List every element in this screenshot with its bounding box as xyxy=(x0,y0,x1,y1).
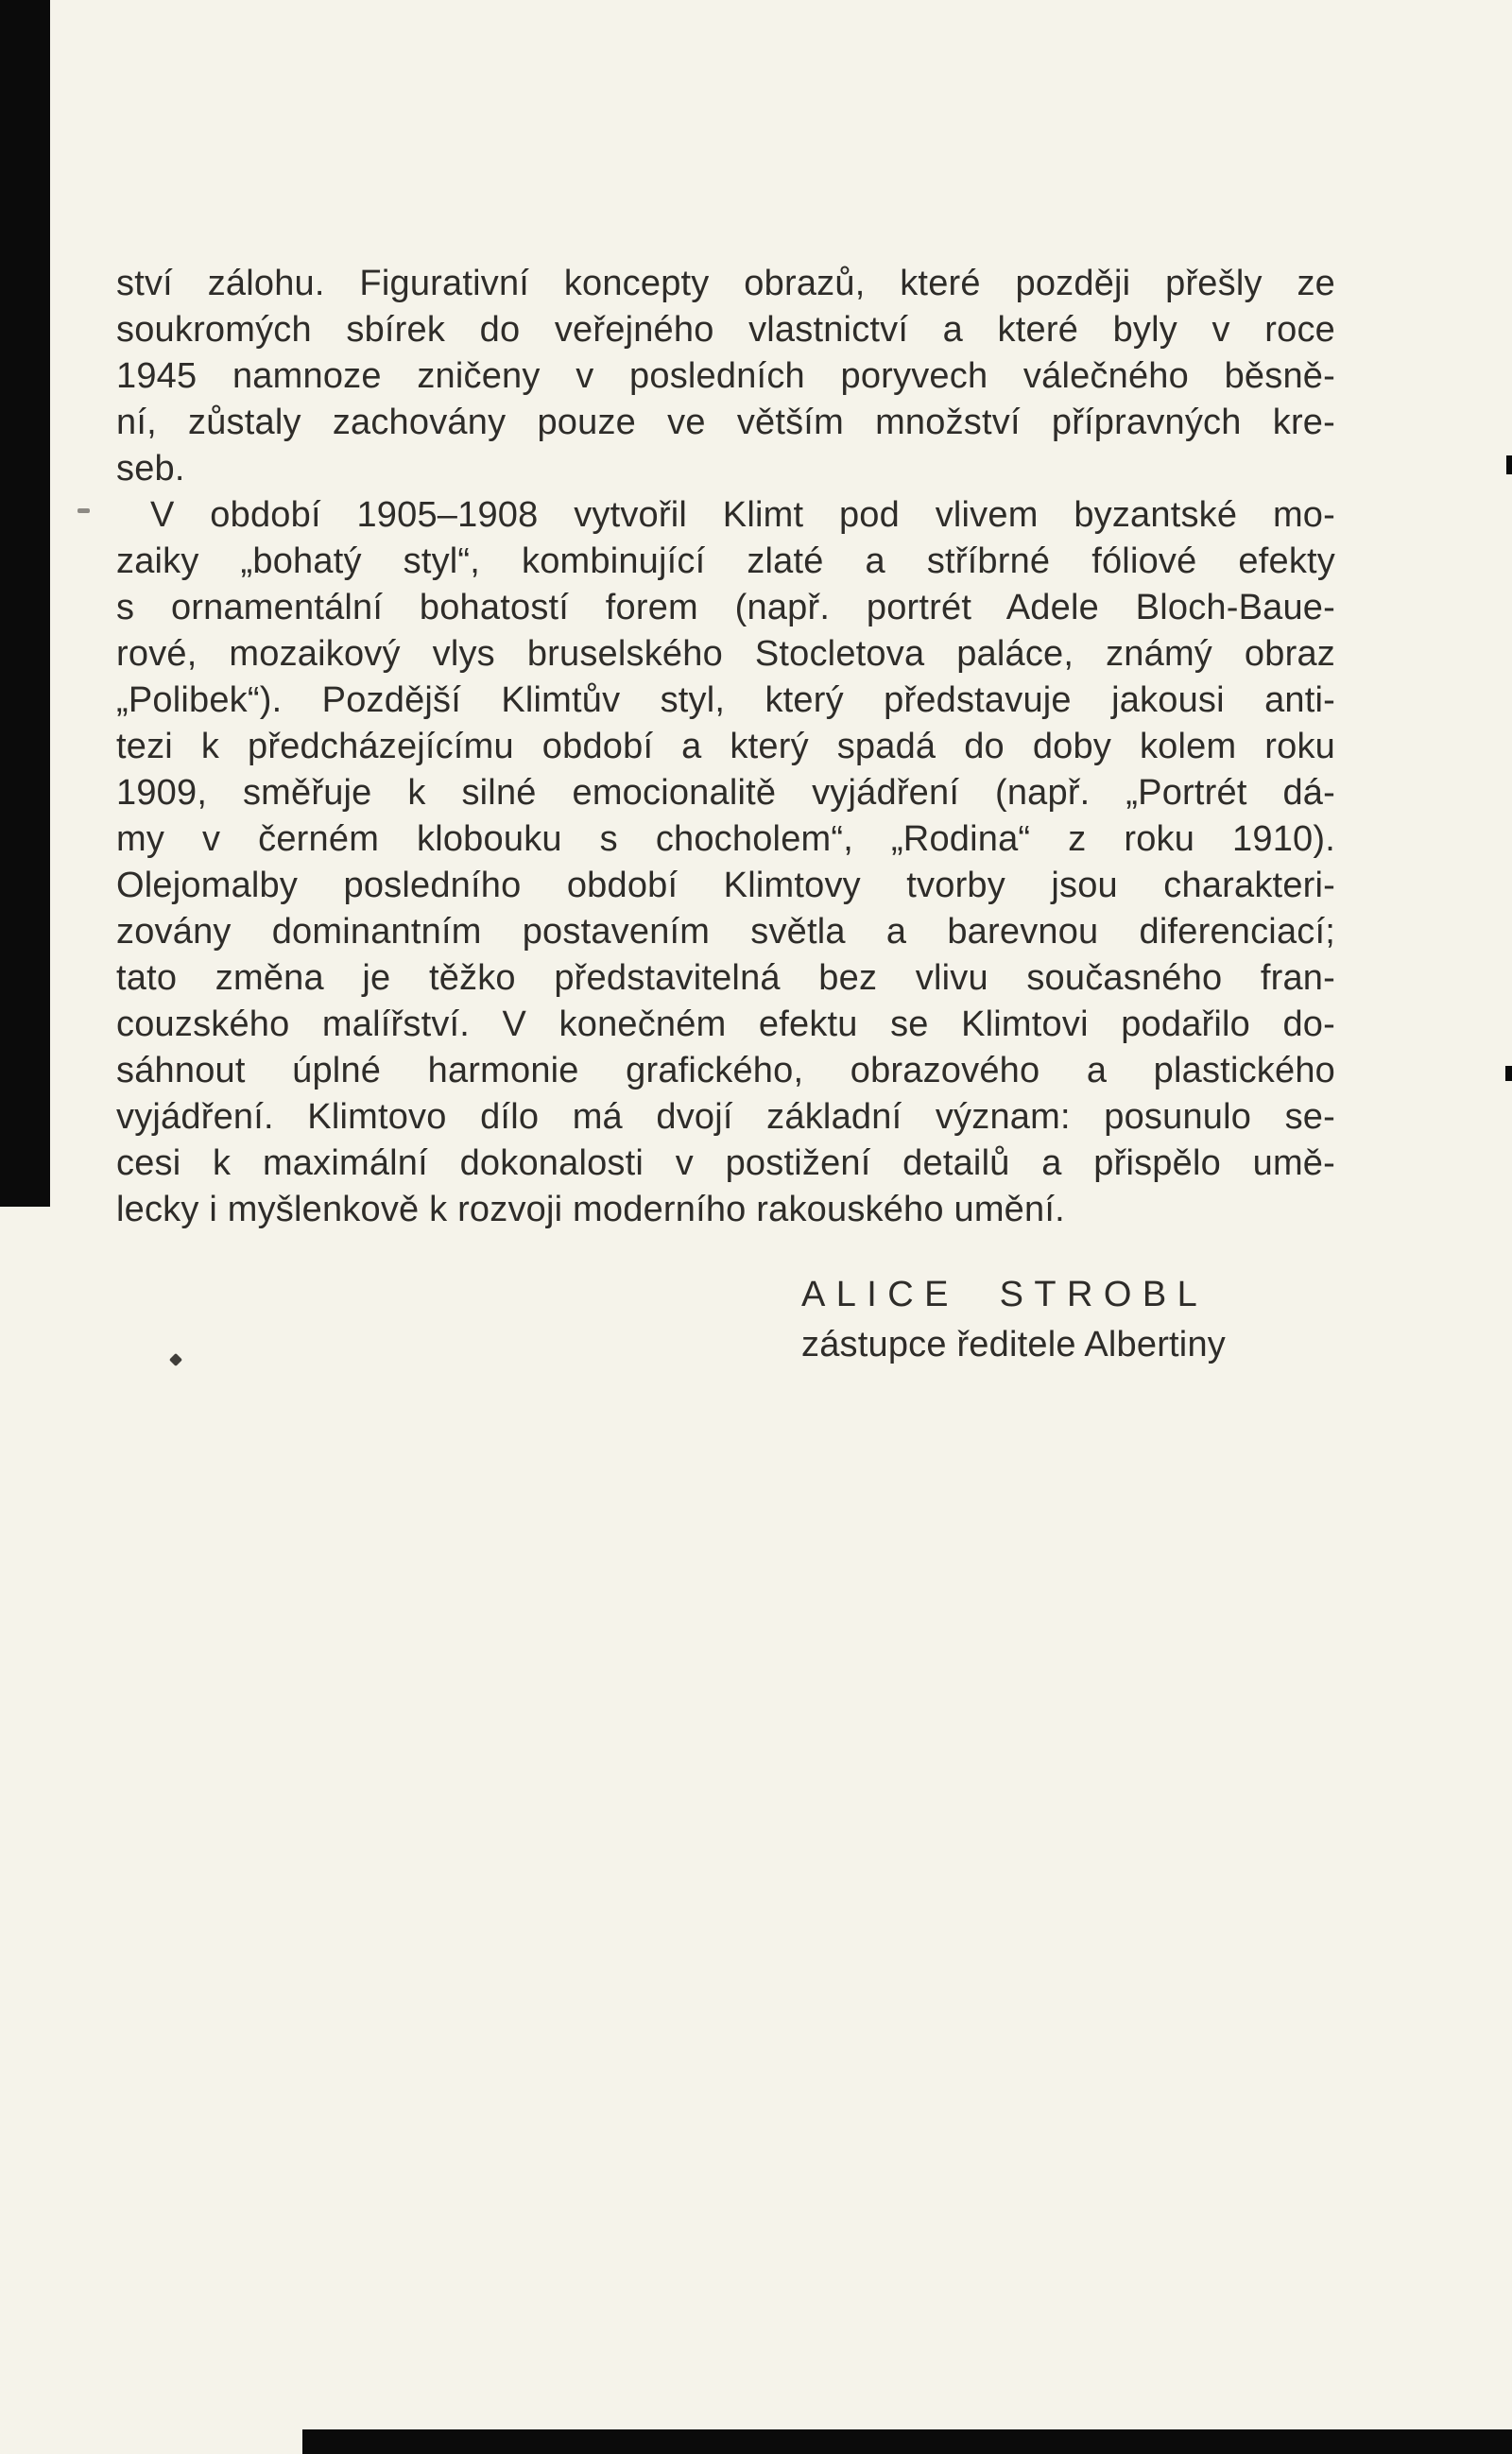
text-line: zovány dominantním postavením světla a barevnou diferenciací; xyxy=(116,912,1335,952)
text-line: cesi k maximální dokonalosti v postižení detailů a přispělo umě- xyxy=(116,1143,1335,1183)
paragraph xyxy=(116,261,1335,492)
text-line: seb. xyxy=(116,449,185,489)
text-line: soukromých sbírek do veřejného vlastnictví a které byly v roce xyxy=(116,310,1335,350)
scan-bottom-bar xyxy=(302,2429,1512,2454)
text-line: 1945 namnoze zničeny v posledních poryvech válečného běsně- xyxy=(116,356,1335,396)
text-line: rové, mozaikový vlys bruselského Stocletova paláce, známý obraz xyxy=(116,634,1335,674)
signature-name: ALICE STROBL xyxy=(801,1275,1209,1314)
text-line: vyjádření. Klimtovo dílo má dvojí základní význam: posunulo se- xyxy=(116,1097,1335,1137)
text-line: tato změna je těžko představitelná bez vlivu současného fran- xyxy=(116,958,1335,998)
text-line: ní, zůstaly zachovány pouze ve větším množství přípravných kre- xyxy=(116,403,1335,442)
text-line: 1909, směřuje k silné emocionalitě vyjádření (např. „Portrét dá- xyxy=(116,773,1335,813)
text-line: couzského malířství. V konečném efektu se Klimtovi podařilo do- xyxy=(116,1004,1335,1044)
text-line: s ornamentální bohatostí forem (např. portrét Adele Bloch-Baue- xyxy=(116,588,1335,627)
text-line: V období 1905–1908 vytvořil Klimt pod vlivem byzantské mo- xyxy=(150,495,1335,535)
text-line: tezi k předcházejícímu období a který spadá do doby kolem roku xyxy=(116,727,1335,766)
signature-title: zástupce ředitele Albertiny xyxy=(801,1325,1226,1364)
signature-block xyxy=(801,1270,1226,1370)
text-line: my v černém klobouku s chocholem“, „Rodina“ z roku 1910). xyxy=(116,819,1335,859)
text-line: sáhnout úplné harmonie grafického, obrazového a plastického xyxy=(116,1051,1335,1090)
text-line: Olejomalby posledního období Klimtovy tvorby jsou charakteri- xyxy=(116,866,1335,905)
paragraph xyxy=(116,492,1335,1233)
text-line: zaiky „bohatý styl“, kombinující zlaté a stříbrné fóliové efekty xyxy=(116,541,1335,581)
text-line: „Polibek“). Pozdější Klimtův styl, který představuje jakousi anti- xyxy=(116,680,1335,720)
text-line: ství zálohu. Figurativní koncepty obrazů, které později přešly ze xyxy=(116,264,1335,303)
stray-ink-dot xyxy=(169,1353,182,1366)
text-line: lecky i myšlenkově k rozvoji moderního rakouského umění. xyxy=(116,1190,1065,1229)
